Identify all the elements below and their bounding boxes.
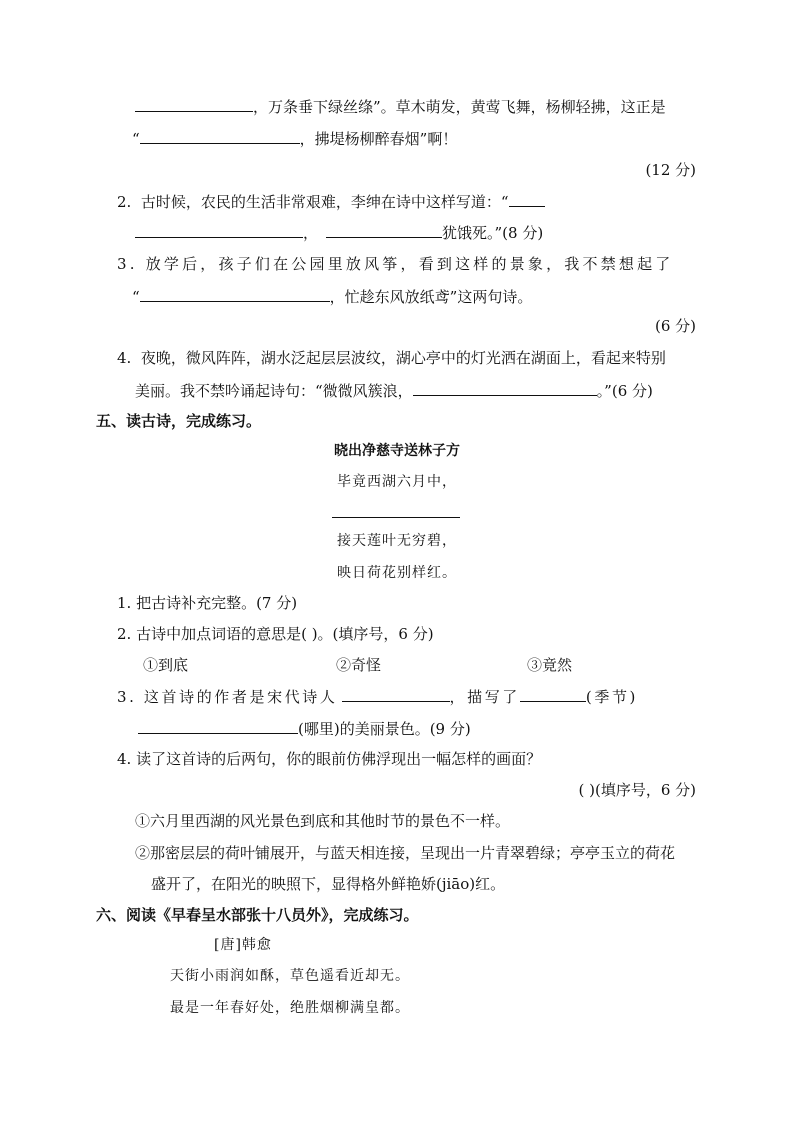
s5-q3-line-2	[138, 718, 471, 739]
s5-q4-score: ( )(填序号，6 分)	[578, 781, 696, 799]
answer-blank[interactable]	[135, 96, 253, 112]
q4-line-2-text: 美丽。我不禁吟诵起诗句：“微微风簇浪，	[135, 382, 413, 400]
poem-line-1: 毕竟西湖六月中，	[337, 474, 457, 490]
q4-text: 夜晚，微风阵阵，湖水泛起层层波纹，湖心亭中的灯光洒在湖面上，看起来特别	[140, 349, 666, 367]
option-1: ①到底	[143, 656, 189, 674]
choice-1: ①六月里西湖的风光景色到底和其他时节的景色不一样。	[135, 812, 511, 830]
s6-poem-line-2: 最是一年春好处，绝胜烟柳满皇都。	[170, 1000, 410, 1016]
q2-line-2-end: 犹饿死。”(8 分)	[442, 224, 544, 242]
s5-q4: 4. 读了这首诗的后两句，你的眼前仿佛浮现出一幅怎样的画面？	[117, 750, 542, 768]
s5-q1: 1. 把古诗补充完整。(7 分)	[117, 594, 298, 612]
q3-score: (6 分)	[654, 317, 696, 335]
q4-line-2-end: 。”(6 分)	[596, 382, 653, 400]
open-quote: “	[132, 288, 140, 306]
q4-line-1	[117, 348, 666, 368]
answer-blank[interactable]	[520, 686, 586, 702]
option-2: ②奇怪	[336, 656, 382, 674]
poem-title: 晓出净慈寺送林子方	[334, 443, 460, 459]
poem-author: [唐]韩愈	[214, 937, 272, 953]
q4-line-2	[135, 380, 653, 401]
poem-line-3: 接天莲叶无穷碧，	[337, 533, 457, 549]
answer-blank[interactable]	[509, 191, 545, 207]
s5-q3-line-1	[117, 686, 638, 707]
section-6-heading: 六、阅读《早春呈水部张十八员外》，完成练习。	[96, 906, 419, 924]
answer-blank[interactable]	[413, 380, 597, 396]
answer-blank[interactable]	[138, 718, 298, 734]
q3-line-2-end: ，忙趁东风放纸鸢”这两句诗。	[329, 288, 533, 306]
answer-blank[interactable]	[342, 686, 450, 702]
answer-blank[interactable]	[326, 222, 442, 238]
question-number: 3.	[117, 255, 138, 273]
question-number: 2.	[117, 193, 132, 211]
q2-line-1	[117, 191, 545, 212]
question-number: 4.	[117, 349, 132, 367]
s5-q2: 2. 古诗中加点词语的意思是( )。(填序号，6 分)	[117, 625, 434, 643]
poem-missing-line-blank[interactable]	[332, 503, 460, 518]
q1-score: (12 分)	[645, 161, 696, 179]
separator: ，	[303, 224, 319, 242]
s6-poem-line-1: 天街小雨润如酥，草色遥看近却无。	[170, 968, 410, 984]
question-number: 3.	[117, 688, 137, 706]
option-3: ③竟然	[527, 656, 573, 674]
q3-line-2	[132, 286, 532, 307]
q1-line-1	[135, 96, 666, 117]
q3-line-2-end: (哪里)的美丽景色。(9 分)	[298, 720, 471, 738]
q1-line-1-text: ，万条垂下绿丝绦”。草木萌发，黄莺飞舞，杨柳轻拂，这正是	[253, 98, 666, 116]
q3-text-a: 这首诗的作者是宋代诗人	[143, 688, 338, 706]
q3-text: 放学后，孩子们在公园里放风筝，看到这样的景象，我不禁想起了	[145, 255, 674, 273]
q3-text-c: (季节)	[585, 688, 639, 706]
q1-line-2	[132, 128, 457, 149]
open-quote: “	[132, 130, 140, 148]
section-5-heading: 五、读古诗，完成练习。	[96, 412, 262, 430]
answer-blank[interactable]	[140, 128, 300, 144]
choice-2-line-1: ②那密层层的荷叶铺展开，与蓝天相连接，呈现出一片青翠碧绿；亭亭玉立的荷花	[135, 844, 676, 862]
q3-line-1	[117, 254, 674, 274]
choice-2-line-2: 盛开了，在阳光的映照下，显得格外鲜艳娇(jiāo)红。	[151, 875, 506, 893]
answer-blank[interactable]	[140, 286, 330, 302]
q2-text: 古时候，农民的生活非常艰难，李绅在诗中这样写道：“	[140, 193, 509, 211]
poem-line-4: 映日荷花别样红。	[337, 565, 457, 581]
q1-line-2-text: ，拂堤杨柳醉春烟”啊！	[299, 130, 458, 148]
q2-line-2	[135, 222, 543, 243]
answer-blank[interactable]	[135, 222, 303, 238]
q3-text-b: ，描写了	[449, 688, 520, 706]
